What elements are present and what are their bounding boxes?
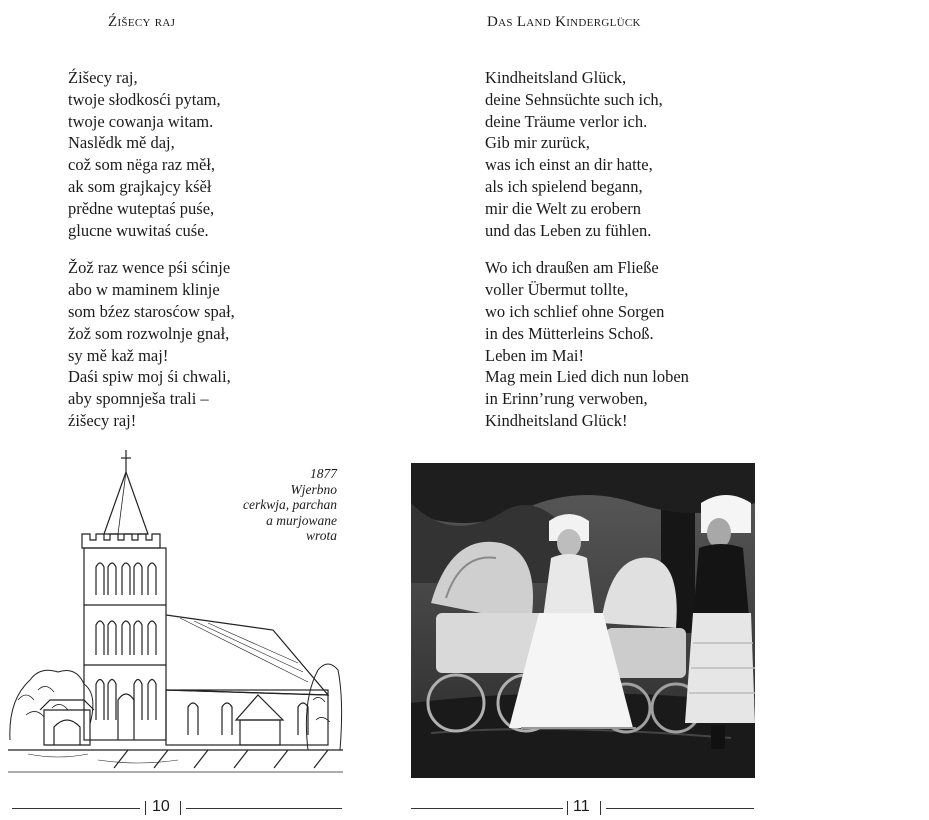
stanza [485,257,689,431]
poem-line: Naslědk mě daj, [68,133,175,153]
folio-tick [180,801,181,815]
caption-line: wrota [305,528,337,543]
running-head-left: Źišecy raj [108,14,176,30]
poem-line: und das Leben zu fühlen. [485,220,652,240]
caption-line: a murjowane [266,512,337,528]
caption-line: cerkwja, parchan [243,497,337,512]
stanza [485,67,689,241]
folio-rule [12,808,140,809]
folio-tick [145,801,146,815]
poem-line: in des Mütterleins Schoß. [485,323,654,343]
folio-rule [186,808,342,809]
poem-line: som bźez starosćow spał, [68,301,235,321]
poem-line: deine Sehnsüchte such ich, [485,89,663,109]
poem-line: žož som rozwolnje gnał, [68,323,230,343]
poem-line: prědne wuteptaś puśe, [68,198,215,218]
poem-line: ak som grajkajcy kśěł [68,176,212,196]
poem-line: Žož raz wence pśi sćinje [68,258,231,278]
right-page [460,0,929,820]
page-number-right [460,798,929,818]
caption-line: Wjerbno [290,481,337,497]
poem-line: twoje cowanja witam. [68,111,214,131]
stanza [68,257,235,431]
running-head-right: Das Land Kinderglück [487,14,641,30]
stanza [68,67,235,241]
poem-line: sy mě kaž maj! [68,345,169,365]
poem-line: wo ich schlief ohne Sorgen [485,301,665,321]
poem-sorbian [68,67,235,448]
illustration-caption [225,466,337,544]
poem-line: Kindheitsland Glück! [485,410,628,430]
poem-line: což som nëga raz měł, [68,155,216,175]
poem-line: voller Übermut tollte, [485,280,629,300]
poem-line: in Erinn’rung verwoben, [485,389,648,409]
folio-tick [567,801,568,815]
poem-line: źišecy raj! [68,410,137,430]
poem-line: glucne wuwitaś cuśe. [68,220,209,240]
folio-tick [600,801,601,815]
folio-rule [606,808,754,809]
poem-line: als ich spielend begann, [485,176,643,196]
poem-line: Kindheitsland Glück, [485,68,627,87]
poem-line: Daśi spiw moj śi chwali, [68,367,231,387]
poem-line: was ich einst an dir hatte, [485,155,653,175]
page-number-left [0,798,460,818]
poem-line: Gib mir zurück, [485,133,590,153]
poem-line: aby spomnješa trali – [68,389,209,409]
folio-rule [411,808,563,809]
poem-line: abo w maminem klinje [68,280,220,300]
poem-line: twoje słodkosći pytam, [68,89,221,109]
caption-line: 1877 [310,466,337,481]
poem-line: Źišecy raj, [68,68,138,87]
poem-line: deine Träume verlor ich. [485,111,648,131]
poem-line: Leben im Mai! [485,345,584,365]
poem-line: mir die Welt zu erobern [485,198,641,218]
poem-line: Wo ich draußen am Fließe [485,258,659,278]
historical-photo [411,463,755,778]
page-number: 11 [573,798,590,815]
poem-german [485,67,689,448]
page-number: 10 [152,798,170,815]
poem-line: Mag mein Lied dich nun loben [485,367,689,387]
left-page [0,0,460,820]
